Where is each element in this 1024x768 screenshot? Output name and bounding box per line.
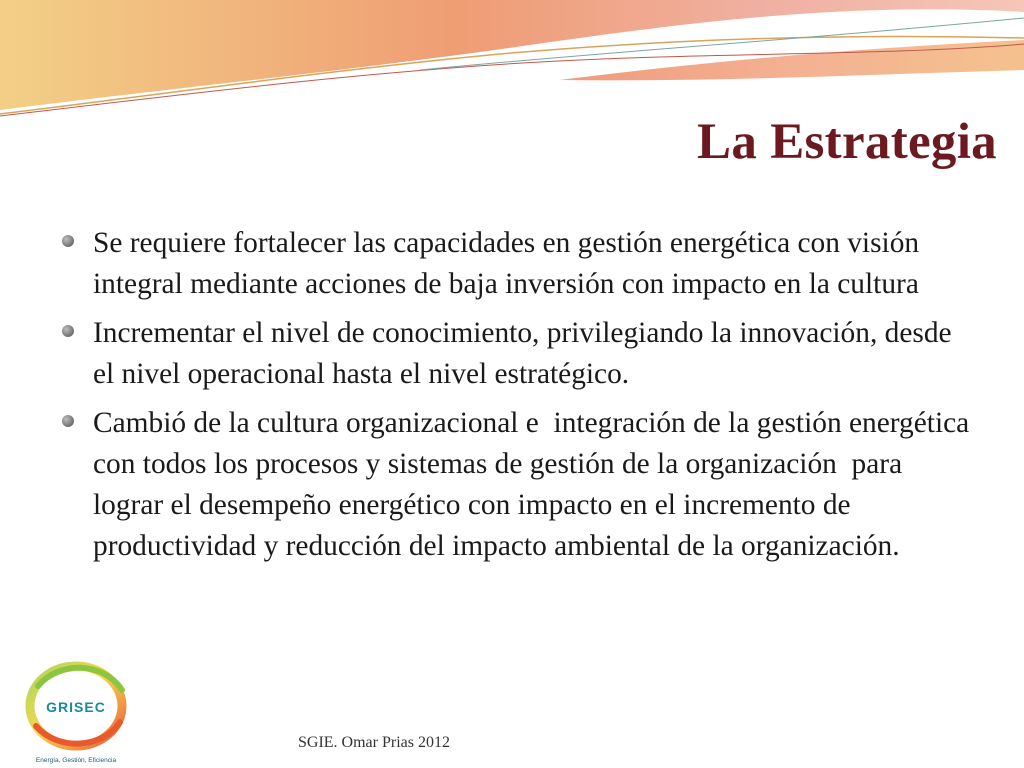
bullet-dot-icon bbox=[62, 235, 74, 247]
slide-title: La Estrategia bbox=[697, 114, 997, 170]
bullet-text: Cambió de la cultura organizacional e integración de la gestión energética con todos los procesos y sistemas de gestión de la organización para lograr el desempeño energético con impacto en el incremento de productividad y reducción del impacto ambiental de la organización. bbox=[93, 407, 977, 562]
bullet-text: Incrementar el nivel de conocimiento, privilegiando la innovación, desde el nivel operacional hasta el nivel estratégico. bbox=[93, 317, 959, 390]
bullet-dot-icon bbox=[62, 415, 74, 427]
bullet-dot-icon bbox=[62, 325, 74, 337]
bullet-item bbox=[60, 223, 970, 305]
decorative-header-waves bbox=[0, 0, 1024, 130]
bullet-item bbox=[60, 403, 977, 567]
logo-tagline: Energía, Gestión, Eficiencia bbox=[35, 757, 117, 764]
slide-footer: SGIE. Omar Prias 2012 bbox=[298, 734, 450, 751]
logo-name: GRISEC bbox=[46, 699, 106, 715]
bullet-text: Se requiere fortalecer las capacidades en gestión energética con visión integral mediante acciones de baja inversión con impacto en la cultura bbox=[93, 227, 927, 300]
bullet-item bbox=[60, 313, 970, 395]
grisec-logo bbox=[18, 656, 136, 766]
bullet-list bbox=[60, 223, 977, 575]
